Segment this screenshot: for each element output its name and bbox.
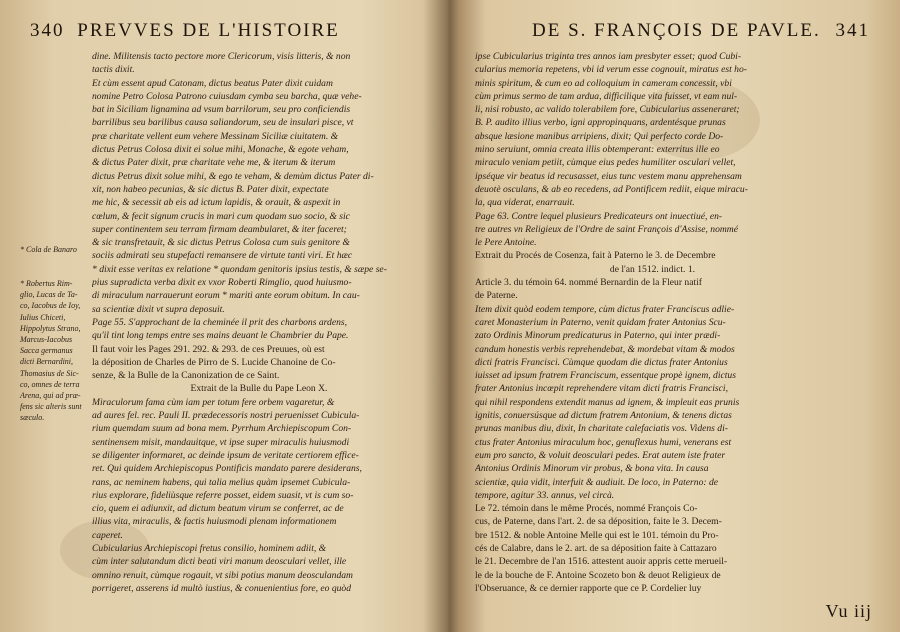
margin-note-line: * Robertus Rim-	[20, 279, 73, 288]
text-line: de l'an 1512. indict. 1.	[609, 263, 696, 275]
text-line: l'Obseruance, & ce dernier rapporte que ce P. Cordelier luy	[475, 582, 702, 594]
text-line: sa scientiæ dixit vt supra deposuit.	[92, 303, 225, 315]
text-line: Page 63. Contre lequel plusieurs Predicateurs ont inuectiué, en-	[475, 210, 723, 222]
text-line: Item dixit quòd eodem tempore, cùm dictus frater Franciscus adlie-	[475, 303, 735, 315]
text-line: rius explorare, fideliùsque referre posset, eidem suasit, vt is cum so-	[92, 489, 354, 501]
margin-note-line: Marcus-Iacobus	[20, 335, 73, 345]
text-line: B. P. audito illius verbo, igni appropinquans, ardentésque prunas	[475, 117, 726, 129]
text-line: caret Monasterium in Paterno, venit quidam frater Antonius Scu-	[475, 316, 726, 328]
text-line: rium quemdam suum ad bona mem. Pyrrhum Archiepiscopum Con-	[92, 423, 352, 435]
text-line: minis spiritum, & cum eo ad colloquium in cameram concessit, vbi	[475, 77, 732, 89]
text-line: pius supradicta verba dixit ex vxor Roberti Rimglio, quod huiusmo-	[92, 277, 352, 289]
text-line: cés de Calabre, dans le 2. art. de sa déposition faite à Cattazaro	[475, 542, 717, 554]
margin-note-line: Arena, qui ad præ-	[20, 391, 81, 401]
text-line: cio, quem ei adiunxit, ad dictum beatum virum se conferret, ac de	[92, 503, 344, 515]
text-line: ipse Cubicularius triginta tres annos iam presbyter esset; quod Cubi-	[475, 51, 742, 62]
text-line: ignitis, conuersúsque ad dictum fratrem Antonium, & tenens dictas	[475, 410, 732, 422]
margin-note-line: Hippolytus Strano,	[20, 323, 81, 333]
text-line: miraculo veniam petiit, cùmque eius pedes humiliter osculari vellet,	[475, 157, 736, 169]
text-line: le Pere Antoine.	[475, 237, 537, 249]
text-line: cœlum, & fecit signum crucis in mari cum quodam suo socio, & sic	[92, 210, 350, 222]
text-line: senze, & la Bulle de la Canonization de ce Saint.	[92, 370, 280, 382]
signature-mark: Vu iij	[825, 601, 872, 621]
text-line: qui nihil respondens extendit manus ad ignem, & impleuit eas prunis	[475, 396, 740, 408]
text-line: sentinensem misit, mandauitque, vt ipse super miraculis huiusmodi	[92, 436, 350, 448]
text-line: sociis admirati seu stupefacti remansere de virtute tanti viri. Et hæc	[92, 250, 353, 262]
left-body-text	[92, 50, 426, 595]
text-line: ret. Qui quidem Archiepiscopus Pontificis mandato parere desiderans,	[92, 463, 362, 475]
margin-note-line: dicti Bernardini,	[20, 357, 74, 367]
text-line: præ charitate vellent eum vehere Messinam Siciliæ ciuitatem. &	[92, 130, 339, 142]
text-line: cùm primus sermo de tam ardua, difficilique vita fuisset, vt eam nul-	[475, 90, 738, 102]
text-line: deuotè osculans, & ab eo recedens, ad Pontificem rediit, eique miracu-	[475, 183, 748, 195]
text-line: Le 72. témoin dans le même Procés, nommé François Co-	[475, 503, 698, 515]
text-line: mino seruiunt, omnia creata illis obtemperant: exterritus ille eo	[475, 144, 720, 156]
text-line: omnino renuit, cùmque rogauit, vt sibi potius manum deosculandam	[92, 569, 353, 581]
margin-note-line: Sacca germanus	[20, 346, 73, 356]
text-line: Article 3. du témoin 64. nommé Bernardin de la Fleur natif	[475, 277, 702, 289]
right-folio: 341	[835, 20, 870, 41]
text-line: frater Antonius incœpit reprehendere vitam dicti fratris Francisci,	[475, 383, 728, 395]
text-line: tactis dixit.	[92, 64, 135, 76]
margin-note-cola	[20, 244, 92, 255]
text-line: la déposition de Charles de Pirro de S. Lucide Chanoine de Co-	[92, 356, 336, 368]
text-line: & dictus Pater dixit, præ charitate vehe me, & iterum & iterum	[92, 157, 336, 169]
text-line: dictus Petrus Colosa dixit ei solue mihi, Monache, & egote veham,	[92, 144, 349, 156]
text-line: ctus frater Antonius miraculum hoc, genuflexus humi, venerans est	[475, 436, 732, 448]
text-line: cularius memoria repetens, vbi id verum esse cognouit, miratus est ho-	[475, 64, 747, 76]
margin-note-line: co, Iacobus de Ioy,	[20, 301, 81, 311]
text-line: se diligenter informaret, ac deinde ipsum de veritate certiorem effice-	[92, 449, 359, 461]
text-line: Extrait de la Bulle du Pape Leon X.	[190, 383, 328, 395]
margin-note-line: co, omnes de terra	[20, 379, 80, 389]
text-line: Il faut voir les Pages 291. 292. & 293. de ces Preuues, où est	[92, 343, 325, 355]
text-line: Miraculorum fama cùm iam per totum fere orbem vagaretur, &	[92, 396, 335, 408]
text-line: prunas manibus diu, dixit, In charitate calefaciatis vos. Videns di-	[475, 423, 728, 435]
right-running-head	[532, 20, 876, 46]
margin-note-line: * Cola de Banaro	[20, 245, 77, 254]
text-line: Page 55. S'approchant de la cheminée il prit des charbons ardens,	[92, 316, 348, 328]
left-running-head	[30, 20, 340, 46]
text-line: barrilibus seu barilibus causa saliandorum, seu de insulari pisce, vt	[92, 117, 354, 129]
text-line: bre 1512. & noble Antoine Melle qui est le 101. témoin du Pro-	[475, 529, 719, 541]
text-line: eum pro sancto, & voluit deosculari pedes. Erat autem iste frater	[475, 449, 726, 461]
text-line: Et cùm essent apud Catonam, dictus beatus Pater dixit cuidam	[92, 77, 333, 89]
text-line: Cubicularius Archiepiscopi fretus consilio, hominem adiit, &	[92, 542, 327, 554]
text-line: bat in Siciliam lignamina ad vsum barrilorum, seu pro conficiendis	[92, 104, 351, 116]
text-line: caperet.	[92, 529, 123, 541]
text-line: me hic, & secessit ab eis ad ictum lapidis, & orauit, & aspexit in	[92, 197, 341, 209]
text-line: cùm inter salutandum dicti beati viri manum deosculari vellet, ille	[92, 556, 347, 568]
text-line: dicti fratris Francisci. Cùmque quodam die dictus frater Antonius	[475, 356, 728, 368]
text-line: ipséque vir beatus id recusasset, eius tunc vestem manu apprehensam	[475, 170, 742, 182]
text-line: absque læsione manibus arripiens, dixit; Qui perfecto corde Do-	[475, 130, 724, 142]
text-line: de Paterne.	[475, 290, 518, 302]
text-line: tempore, agitur 33. annus, vel circà.	[475, 489, 615, 501]
left-folio: 340	[30, 20, 65, 41]
margin-note-line: Iulius Chiceti,	[20, 312, 66, 322]
text-line: le 21. Decembre de l'an 1516. attestent auoir appris cette merueil-	[475, 556, 728, 568]
text-line: candum honestis verbis reprehendebat, & mordebat vitam & modos	[475, 343, 735, 355]
right-running-title: DE S. FRANÇOIS DE PAVLE.	[532, 20, 821, 41]
text-line: li, nisi robusto, ac valido tolerabilem fore, Cubicularius asseneraret;	[475, 104, 740, 116]
text-line: scientiæ, quia vidit, interfuit & audiuit. De loco, in Paterno: de	[475, 476, 719, 488]
right-page	[450, 0, 900, 632]
text-line: qu'il tint long temps entre ses mains deuant le Chambrier du Pape.	[92, 330, 349, 342]
text-line: la, qua viderat, enarrauit.	[475, 197, 575, 209]
text-line: Extrait du Procés de Cosenza, fait à Paterno le 3. de Decembre	[475, 250, 716, 262]
text-line: di miraculum narrauerunt eorum * mariti ante eorum obitum. In cau-	[92, 290, 360, 302]
text-line: dine. Militensis tacto pectore more Clericorum, visis litteris, & non	[92, 51, 351, 62]
text-line: & sic transfretauit, & sic dictus Petrus Colosa cum suis genitore &	[92, 237, 350, 249]
text-line: cus, de Paterne, dans l'art. 2. de sa déposition, faite le 3. Decem-	[475, 516, 722, 528]
margin-note-line: glio, Lucas de Ta-	[20, 290, 78, 300]
text-line: zato Ordinis Minorum predicaturus in Paterno, qui inter prædi-	[475, 330, 721, 342]
text-line: rans, ac neminem habens, qui talia melius quàm ipsemet Cubicula-	[92, 476, 351, 488]
text-line: super continentem seu terram firmam deambularet, & iter faceret;	[92, 223, 347, 235]
text-line: ad aures fel. rec. Pauli II. prædecessoris nostri peruenisset Cubicula-	[92, 410, 360, 422]
text-line: porrigeret, asserens id multò iustius, & conuenientius fore, eo quòd	[92, 582, 352, 594]
text-line: illius vita, miraculis, & factis huiusmodi plenam informationem	[92, 516, 337, 528]
text-line: * dixit esse veritas ex relatione * quondam genitoris ipsius testis, & sæpe se-	[92, 263, 387, 275]
right-body-text	[475, 50, 830, 595]
margin-note-line: fens sic alteris sunt	[20, 402, 82, 412]
text-line: Antonius Ordinis Minorum vir probus, & bona vita. In causa	[475, 463, 709, 475]
text-line: iuisset ad ipsum fratrem Franciscum, essentque propè ignem, dictus	[475, 370, 736, 382]
text-line: xit, non habeo pecunias, & sic dictus B. Pater dixit, expectate	[92, 183, 329, 195]
text-line: dictus Petrus dixit solue mihi, & ego te veham, & demùm dictus Pater di-	[92, 170, 374, 182]
margin-note-line: sæculo.	[20, 413, 45, 423]
margin-note-line: Thomasius de Sic-	[20, 368, 79, 378]
text-line: le de la bouche de F. Antoine Scozeto bon & deuot Religieux de	[475, 569, 721, 581]
margin-note-witnesses	[20, 278, 92, 424]
text-line: nomine Petro Colosa Patrono cuiusdam cymba seu barcha, quæ vehe-	[92, 90, 362, 102]
text-line: tre autres vn Religieux de l'Ordre de saint François d'Assise, nommé	[475, 223, 738, 235]
left-running-title: PREVVES DE L'HISTOIRE	[77, 20, 340, 41]
